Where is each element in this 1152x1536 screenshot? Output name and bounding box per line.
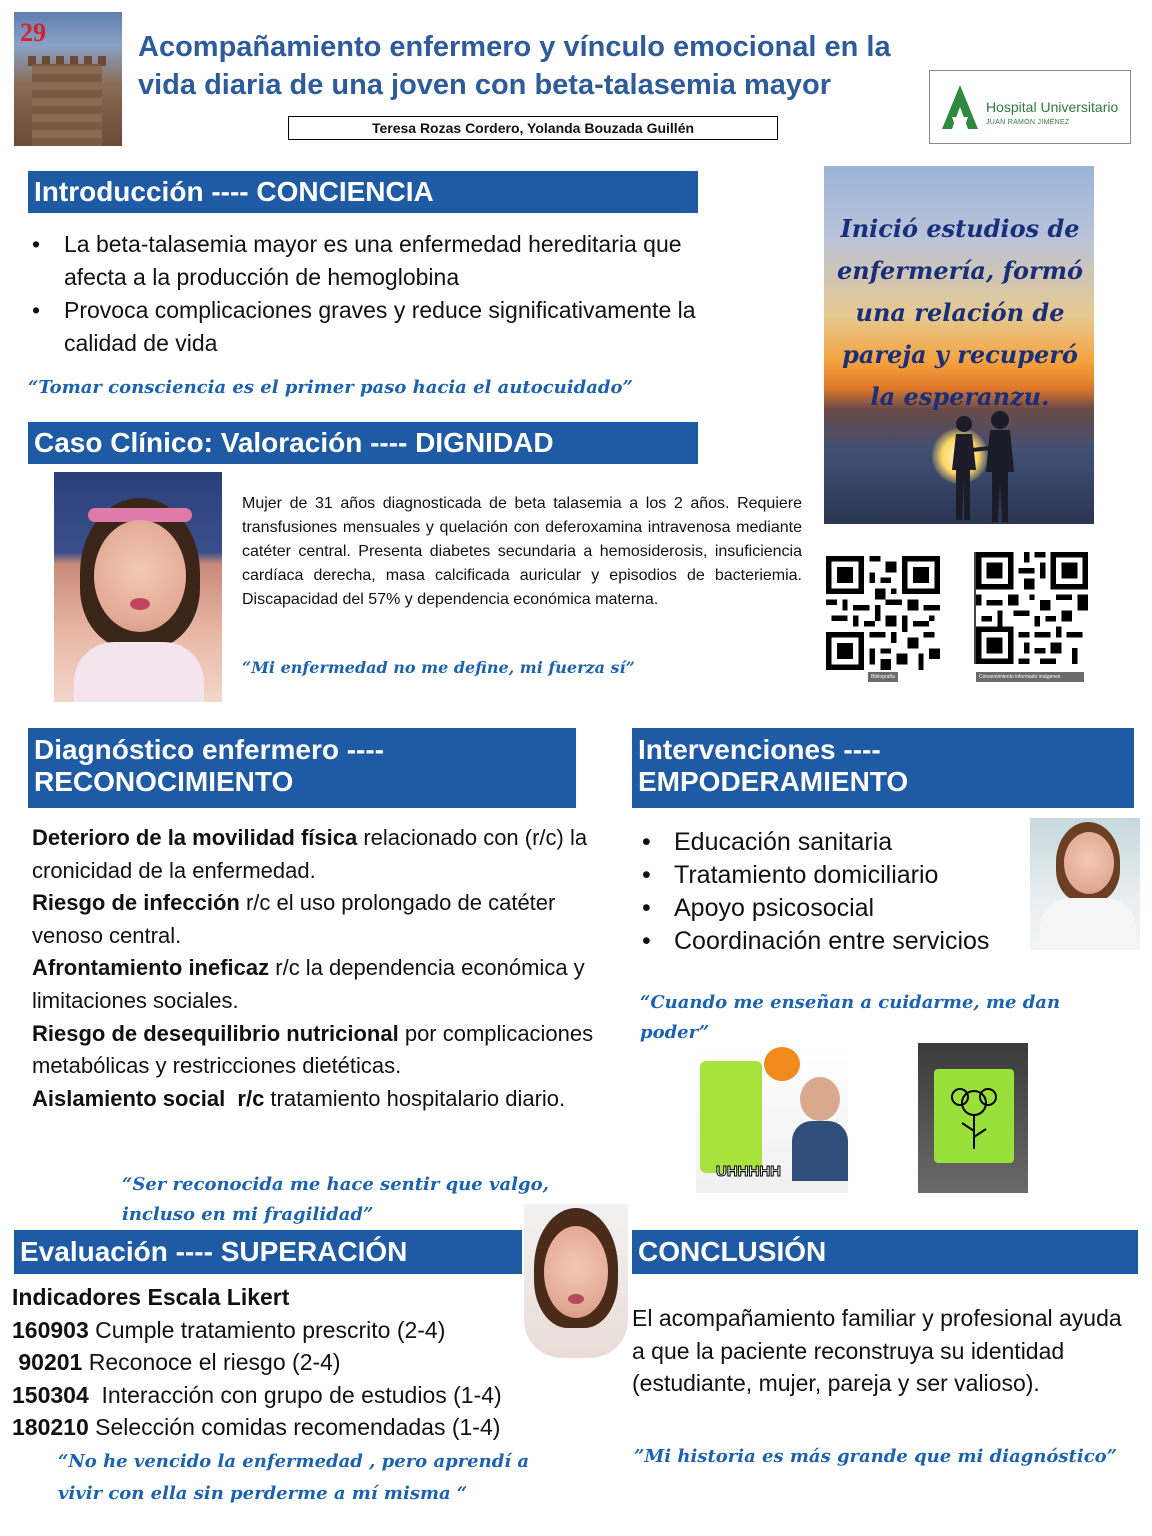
lips [568,1294,584,1304]
patient-shirt [1040,898,1136,950]
diagnosis-item: Riesgo de desequilibrio nutricional por complicaciones metabólicas y restricciones dietéticas. [32,1020,594,1079]
list-item: • Tratamiento domiciliario [640,859,1030,892]
hospital-name: Hospital Universitario [986,99,1119,115]
case-heading: Caso Clínico: Valoración ---- DIGNIDAD [28,422,698,464]
evaluation-subtitle: Indicadores Escala Likert [12,1284,290,1310]
flower-drawing-icon [940,1079,1008,1155]
qr-label-bibliography: Biblografía [868,672,898,682]
patient-photo [54,472,222,702]
sunset-couple-image [824,166,1094,524]
diagnosis-item: Aislamiento social r/c tratamiento hospitalario diario. [32,1085,566,1111]
andalucia-a-icon [940,83,980,131]
diagnosis-item: Deterioro de la movilidad física relacionado con (r/c) la cronicidad de la enfermedad. [32,825,588,883]
case-description: Mujer de 31 años diagnosticada de beta talasemia a los 2 años. Requiere transfusiones mensuales y quelación con deferoxamina intravenosa mediante catéter central. Presenta diabetes secundaria a hemosiderosis, insuficiencia cardíaca derecha, masa calcificada auricular y episodios de bacteriemia. Discapacidad del 57% y dependencia económica materna. [242,495,802,608]
authors-box: Teresa Rozas Cordero, Yolanda Bouzada Guillén [288,116,778,140]
patient-top [74,642,204,702]
list-item: • La beta-talasemia mayor es una enfermedad hereditaria que afecta a la producción de hemoglobina [30,228,710,294]
interventions-heading [632,728,1134,808]
introduction-list [30,228,710,360]
image-caption: Inició estudios de enfermería, formó una relación de pareja y recuperó la esperanzu. [836,214,1084,411]
couple-silhouette-icon [934,410,1034,524]
diagnosis-heading [28,728,576,808]
interventions-list [640,826,1030,958]
evaluation-item: 150304 Interacción con grupo de estudios (1-4) [12,1381,502,1408]
conclusion-text: El acompañamiento familiar y profesional ayuda a que la paciente reconstruya su identidad (estudiante, mujer, pareja y ser valioso). [632,1305,1122,1397]
interventions-heading-line2: EMPODERAMIENTO [638,766,909,797]
congress-logo [14,12,122,146]
introduction-quote: “Tomar consciencia es el primer paso hacia el autocuidado” [28,377,633,398]
photo-text: UHHHHH [716,1163,781,1180]
drawn-bag-photo [918,1043,1028,1193]
evaluation-quote: “No he vencido la enfermedad , pero aprendí a vivir con ella sin perderme a mí misma “ [58,1451,530,1504]
evaluation-item: 160903 Cumple tratamiento prescrito (2-4) [12,1317,446,1343]
introduction-heading: Introducción ---- CONCIENCIA [28,171,698,213]
diagnosis-item: Riesgo de infección r/c el uso prolongado de catéter venoso central. [32,890,556,948]
poster-title: Acompañamiento enfermero y vínculo emocional en la vida diaria de una joven con beta-talasemia mayor [138,31,891,101]
diagnosis-list [32,822,612,1115]
lips [130,598,150,610]
patient-face [544,1226,608,1318]
evaluation-item: 180210 Selección comidas recomendadas (1-4) [12,1414,501,1441]
evaluation-heading: Evaluación ---- SUPERACIÓN [14,1230,522,1274]
qr-label-consent: Consentimiento informado imágenes [976,672,1084,682]
list-item: • Educación sanitaria [640,826,1030,859]
patient-face [94,520,186,632]
congress-logo-number: 29 [20,18,46,47]
evaluation-list [12,1314,612,1444]
conclusion-heading: CONCLUSIÓN [632,1230,1138,1274]
hospital-logo [929,70,1131,144]
interventions-quote: “Cuando me enseñan a cuidarme, me dan poder” [640,992,1061,1043]
hospital-subname: JUAN RAMÓN JIMÉNEZ [986,119,1070,126]
list-item: • Apoyo psicosocial [640,892,1030,925]
case-quote: “Mi enfermedad no me define, mi fuerza sí” [242,658,635,677]
diagnosis-item: Afrontamiento ineficaz r/c la dependencia económica y limitaciones sociales. [32,955,585,1013]
patient-face [1064,832,1114,894]
nurse-face [800,1077,840,1121]
logo-tower [32,64,102,146]
list-item: • Provoca complicaciones graves y reduce significativamente la calidad de vida [30,294,710,360]
qr-code-consent[interactable] [974,552,1088,664]
nurse-uniform [792,1121,848,1181]
conclusion-quote: ”Mi historia es más grande que mi diagnóstico” [634,1446,1118,1467]
diagnosis-heading-line1: Diagnóstico enfermero ---- [34,734,385,765]
list-item: • Coordinación entre servicios [640,925,1030,958]
pumpkin-bag-photo [696,1043,848,1193]
pumpkin-icon [764,1047,800,1081]
evaluation-item: 90201 Reconoce el riesgo (2-4) [12,1349,341,1376]
green-bag [700,1061,762,1173]
diagnosis-heading-line2: RECONOCIMIENTO [34,766,294,797]
diagnosis-quote: “Ser reconocida me hace sentir que valgo, incluso en mi fragilidad” [122,1174,549,1225]
interventions-heading-line1: Intervenciones ---- [638,734,881,765]
qr-code-bibliography[interactable] [826,556,940,670]
patient-photo-hospital [1030,818,1140,950]
